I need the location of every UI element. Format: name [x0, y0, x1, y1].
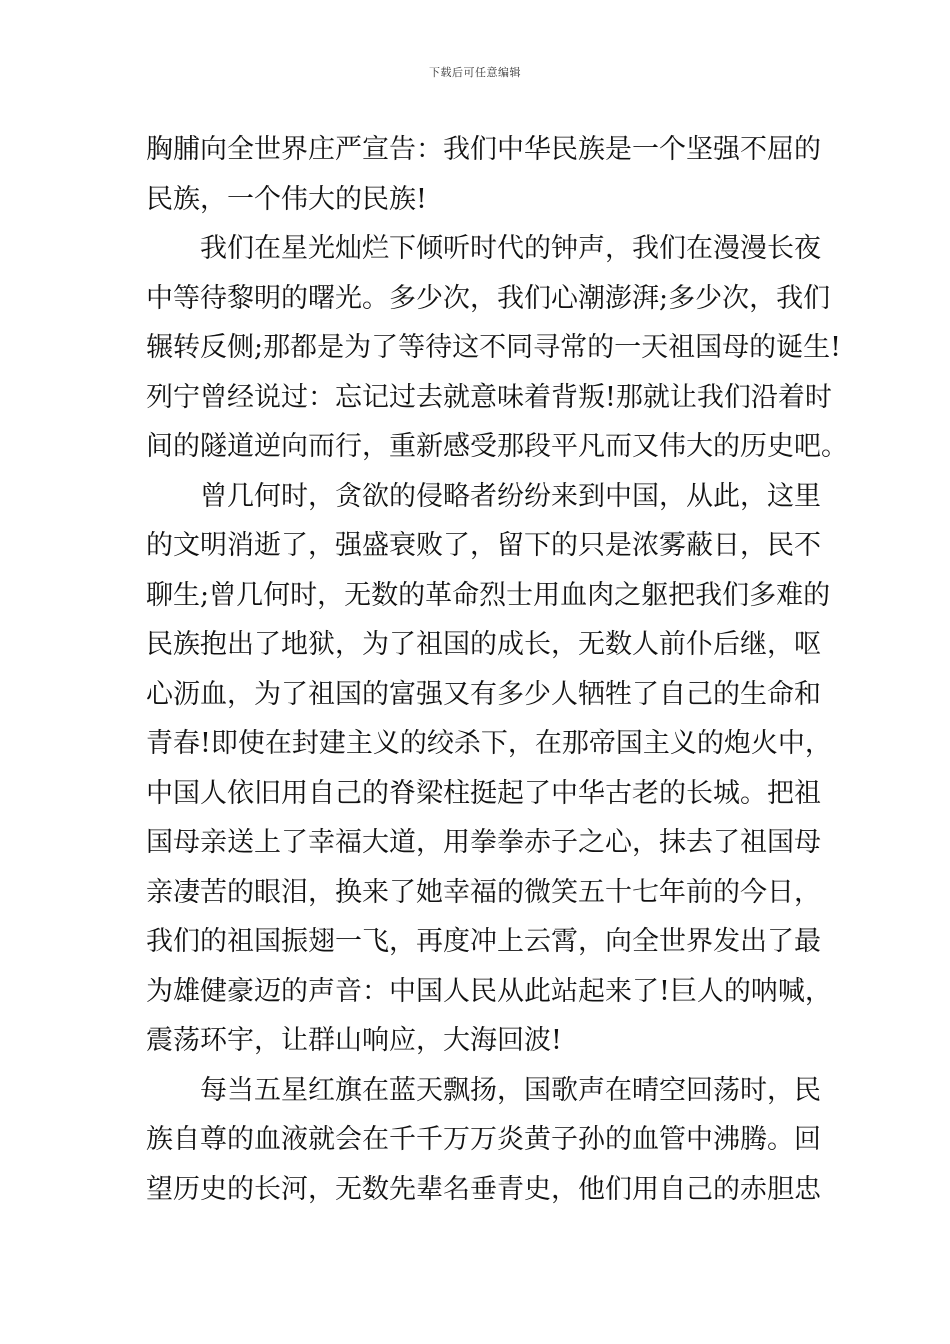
text-line: 间的隧道逆向而行，重新感受那段平凡而又伟大的历史吧。: [146, 431, 848, 462]
text-line: 族自尊的血液就会在千千万万炎黄子孙的血管中沸腾。回: [146, 1124, 821, 1155]
text-line: 胸脯向全世界庄严宣告：我们中华民族是一个坚强不屈的: [146, 134, 821, 165]
text-line: 我们的祖国振翅一飞，再度冲上云霄，向全世界发出了最: [146, 926, 821, 957]
page-header: 下载后可任意编辑: [429, 66, 521, 79]
text-line: 辗转反侧;那都是为了等待这不同寻常的一天祖国母的诞生!: [146, 332, 841, 363]
text-line: 震荡环宇，让群山响应，大海回波!: [146, 1025, 562, 1056]
text-line: 望历史的长河，无数先辈名垂青史，他们用自己的赤胆忠: [146, 1173, 821, 1205]
text-line: 聊生;曾几何时，无数的革命烈士用血肉之躯把我们多难的: [146, 579, 831, 611]
text-line: 为雄健豪迈的声音：中国人民从此站起来了!巨人的呐喊，: [146, 975, 832, 1007]
document-body: [146, 125, 848, 1214]
text-line: 每当五星红旗在蓝天飘扬，国歌声在晴空回荡时，民: [200, 1074, 821, 1106]
text-line: 我们在星光灿烂下倾听时代的钟声，我们在漫漫长夜: [200, 233, 821, 264]
text-line: 曾几何时，贪欲的侵略者纷纷来到中国，从此，这里: [200, 480, 821, 512]
text-line: 的文明消逝了，强盛衰败了，留下的只是浓雾蔽日，民不: [146, 530, 821, 561]
text-line: 列宁曾经说过：忘记过去就意味着背叛!那就让我们沿着时: [146, 381, 832, 413]
text-line: 青春!即使在封建主义的绞杀下，在那帝国主义的炮火中，: [146, 728, 832, 759]
text-line: 中等待黎明的曙光。多少次，我们心潮澎湃;多少次，我们: [146, 282, 831, 314]
text-line: 心沥血，为了祖国的富强又有多少人牺牲了自己的生命和: [146, 678, 821, 710]
text-line: 民族，一个伟大的民族!: [146, 183, 427, 215]
text-line: 亲凄苦的眼泪，换来了她幸福的微笑五十七年前的今日，: [146, 876, 821, 908]
text-line: 民族抱出了地狱，为了祖国的成长，无数人前仆后继，呕: [146, 629, 821, 660]
text-line: 国母亲送上了幸福大道，用拳拳赤子之心，抹去了祖国母: [146, 827, 821, 858]
text-line: 中国人依旧用自己的脊梁柱挺起了中华古老的长城。把祖: [146, 777, 821, 809]
